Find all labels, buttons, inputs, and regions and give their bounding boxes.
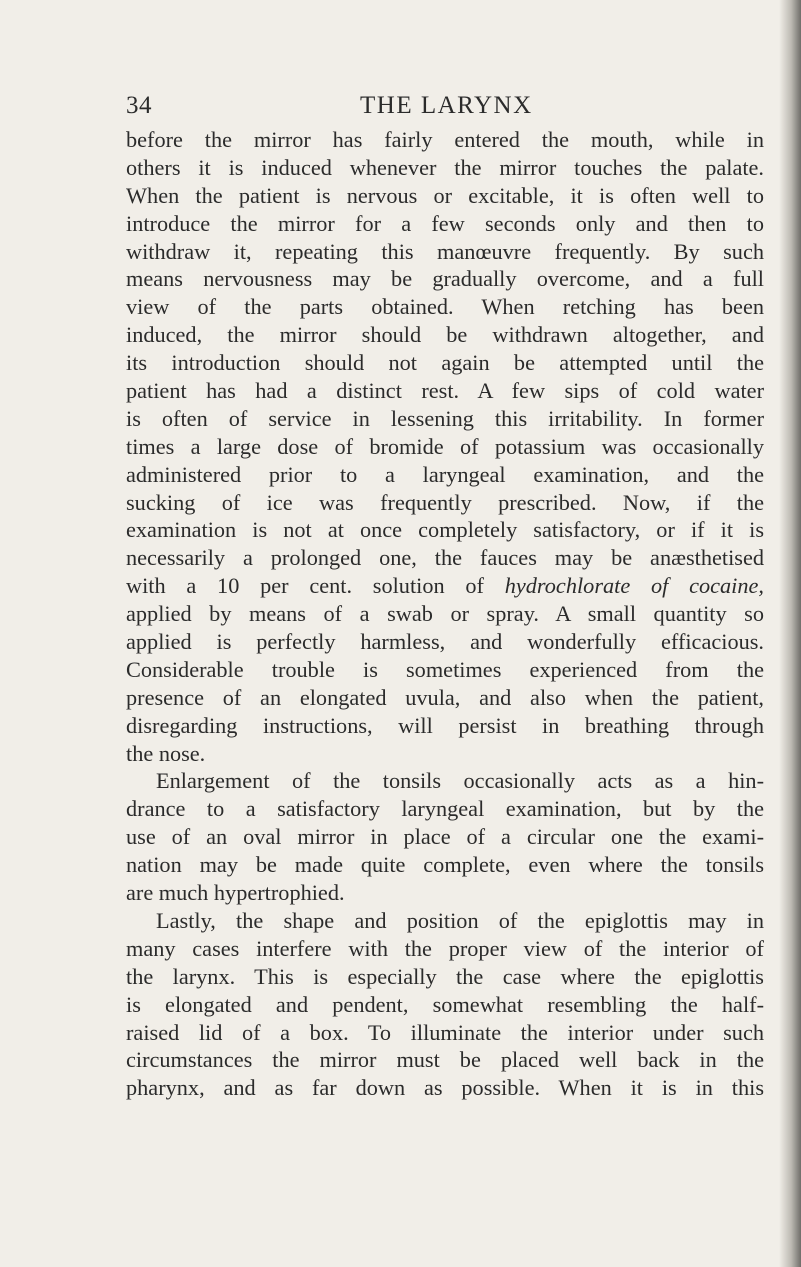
- text-line: Enlargement of the tonsils occasionally acts as a hin-: [156, 768, 764, 794]
- text-line: applied by means of a swab or spray. A small quantity so: [126, 601, 764, 627]
- text-line: means nervousness may be gradually overcome, and a full: [126, 266, 764, 292]
- body-text: [126, 126, 764, 1102]
- text-line: times a large dose of bromide of potassium was occasionally: [126, 433, 764, 459]
- text-line: When the patient is nervous or excitable, it is often well to: [126, 182, 764, 208]
- page-number: 34: [126, 92, 152, 119]
- text-line: disregarding instructions, will persist in breathing through: [126, 712, 764, 738]
- text-line: the nose.: [126, 740, 206, 766]
- text-line: raised lid of a box. To illuminate the interior under such: [126, 1019, 764, 1045]
- text-line: view of the parts obtained. When retching has been: [126, 294, 764, 320]
- text-line: introduce the mirror for a few seconds only and then to: [126, 210, 764, 236]
- text-line: sucking of ice was frequently prescribed. Now, if the: [126, 489, 764, 515]
- text-line: many cases interfere with the proper view of the interior of: [126, 935, 764, 961]
- text-line: drance to a satisfactory laryngeal examination, but by the: [126, 796, 764, 822]
- text-line: its introduction should not again be attempted until the: [126, 350, 764, 376]
- page-edge-shadow: [779, 0, 801, 1267]
- text-line: before the mirror has fairly entered the mouth, while in: [126, 127, 764, 152]
- text-line: nation may be made quite complete, even where the tonsils: [126, 852, 764, 878]
- text-line: use of an oval mirror in place of a circular one the exami-: [126, 824, 764, 850]
- text-line: pharynx, and as far down as possible. When it is in this: [126, 1075, 764, 1101]
- text-line-mixed: [126, 572, 764, 600]
- running-title: THE LARYNX: [360, 92, 533, 119]
- text-line: examination is not at once completely satisfactory, or if it is: [126, 517, 764, 543]
- text-roman: with a 10 per cent. solution of: [126, 573, 505, 599]
- text-line: Considerable trouble is sometimes experienced from the: [126, 656, 764, 682]
- text-line: induced, the mirror should be withdrawn altogether, and: [126, 322, 764, 348]
- text-line: administered prior to a laryngeal examination, and the: [126, 461, 764, 487]
- text-line: presence of an elongated uvula, and also when the patient,: [126, 684, 764, 710]
- text-line: is often of service in lessening this irritability. In former: [126, 405, 764, 431]
- text-line: circumstances the mirror must be placed well back in the: [126, 1047, 764, 1073]
- text-line: necessarily a prolonged one, the fauces may be anæsthetised: [126, 545, 764, 571]
- running-head: [0, 88, 801, 128]
- text-line: Lastly, the shape and position of the epiglottis may in: [156, 907, 764, 933]
- text-italic: hydrochlorate of cocaine,: [504, 573, 764, 599]
- text-line: the larynx. This is especially the case where the epiglottis: [126, 963, 764, 989]
- text-line: others it is induced whenever the mirror touches the palate.: [126, 154, 764, 180]
- text-line: are much hypertrophied.: [126, 880, 345, 906]
- text-line: withdraw it, repeating this manœuvre frequently. By such: [126, 238, 764, 264]
- text-line: patient has had a distinct rest. A few sips of cold water: [126, 378, 764, 404]
- text-line: is elongated and pendent, somewhat resembling the half-: [126, 991, 764, 1017]
- text-line: applied is perfectly harmless, and wonderfully efficacious.: [126, 629, 764, 655]
